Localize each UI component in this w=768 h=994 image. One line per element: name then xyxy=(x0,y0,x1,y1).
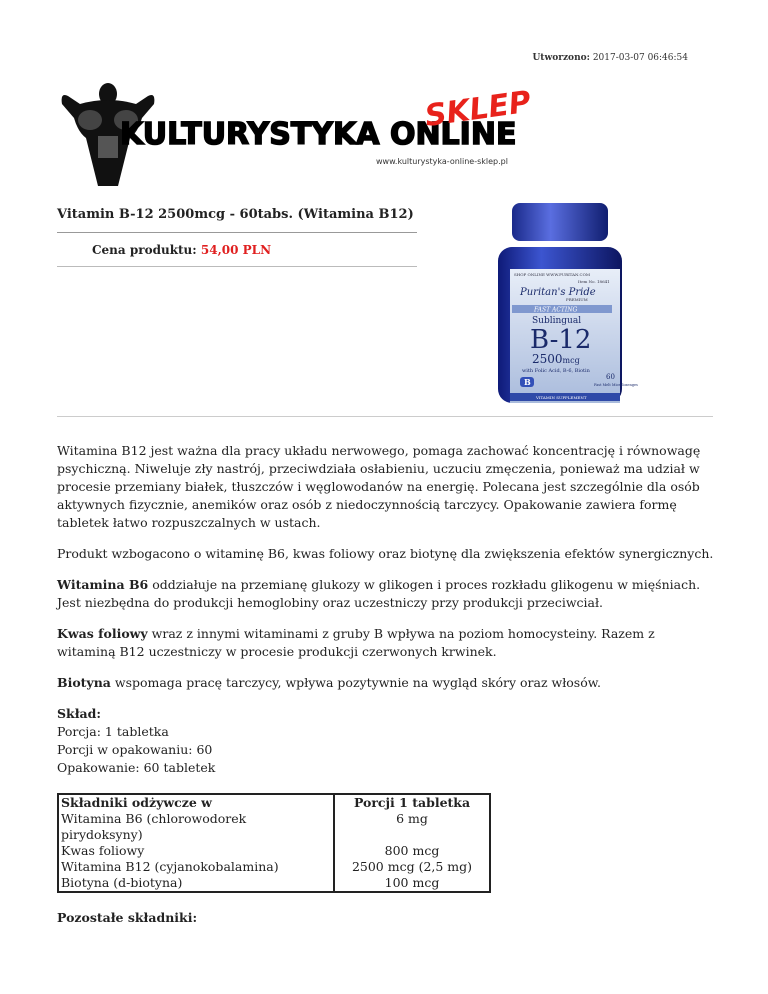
bottle-dose-num: 2500 xyxy=(532,352,563,366)
paragraph-text: oddziałuje na przemianę glukozy w glikogen i proces rozkładu glikogenu w mięśniach. Jest niezbędna do produkcji hemoglobiny oraz uczestniczy przy produkcji przeciwciał. xyxy=(57,577,701,610)
composition-line: Porcji w opakowaniu: 60 xyxy=(57,742,213,757)
composition-line: Porcja: 1 tabletka xyxy=(57,724,169,739)
table-row xyxy=(58,843,490,859)
table-cell: 2500 mcg (2,5 mg) xyxy=(334,859,490,875)
paragraph: Produkt wzbogacono o witaminę B6, kwas foliowy oraz biotynę dla zwiększenia efektów synergicznych. xyxy=(57,546,714,561)
bottle-premium: PREMIUM xyxy=(566,297,588,302)
composition xyxy=(57,705,717,777)
logo-url-text: www.kulturystyka-online-sklep.pl xyxy=(376,157,508,166)
table-row xyxy=(58,875,490,892)
bottle-count-desc: Fast Melt Microlozenges xyxy=(594,383,638,387)
nutrition-table xyxy=(57,793,491,893)
bottle-shop: SHOP ONLINE WWW.PURITAN.COM xyxy=(514,272,590,277)
bottle-count: 60 xyxy=(606,373,615,381)
divider xyxy=(57,266,417,267)
table-cell: Witamina B6 (chlorowodorek pirydoksyny) xyxy=(58,811,334,843)
logo-main-text: KULTURYSTYKA ONLINE xyxy=(120,117,517,152)
bottle-with: with Folic Acid, B-6, Biotin xyxy=(522,368,590,374)
bottle-badge: B xyxy=(524,377,531,387)
table-cell: Biotyna (d-biotyna) xyxy=(58,875,334,892)
product-image xyxy=(490,203,638,403)
paragraph-text: wspomaga pracę tarczycy, wpływa pozytywnie na wygląd skóry oraz włosów. xyxy=(110,675,601,690)
paragraph xyxy=(57,674,717,692)
bottle-fast: FAST ACTING xyxy=(534,306,578,314)
bottle-brand: Puritan's Pride xyxy=(520,287,596,298)
table-header-cell: Porcji 1 tabletka xyxy=(334,794,490,811)
price-label: Cena produktu: xyxy=(92,243,197,257)
paragraph xyxy=(57,576,717,612)
divider xyxy=(57,416,713,417)
shop-logo[interactable] xyxy=(60,82,550,187)
paragraph-text: wraz z innymi witaminami z gruby B wpływa na poziom homocysteiny. Razem z witaminą B12 uczestniczy w procesie produkcji czerwonych krwinek. xyxy=(57,626,655,659)
paragraph-bold: Biotyna xyxy=(57,675,111,690)
paragraph: Witamina B12 jest ważna dla pracy układu nerwowego, pomaga zachować koncentrację i równowagę psychiczną. Niweluje zły nastrój, przeciwdziała osłabieniu, uczuciu zmęczenia, ponieważ ma udział w procesie przemiany białek, tłuszczów i węglowodanów na energię. Polecana jest szczególnie dla osób aktywnych fizycznie, anemików oraz osób z niedoczynnością tarczycy. Opakowanie zawiera formę tabletek łatwo rozpuszczalnych w ustach. xyxy=(57,443,701,530)
bottle-item: Item No. 18641 xyxy=(578,279,610,284)
table-row xyxy=(58,859,490,875)
created-timestamp xyxy=(532,53,688,63)
product-title: Vitamin B-12 2500mcg - 60tabs. (Witamina B12) xyxy=(57,207,414,222)
product-price xyxy=(92,243,271,257)
product-description xyxy=(57,442,717,927)
bottle-footer: VITAMIN SUPPLEMENT xyxy=(536,395,587,400)
table-cell: 800 mcg xyxy=(334,843,490,859)
created-value: 2017-03-07 06:46:54 xyxy=(592,53,688,63)
divider xyxy=(57,232,417,233)
table-cell: 6 mg xyxy=(334,811,490,843)
table-header-cell: Składniki odżywcze w xyxy=(58,794,334,811)
logo-accent-text: SKLEP xyxy=(422,84,534,135)
composition-line: Opakowanie: 60 tabletek xyxy=(57,760,216,775)
paragraph xyxy=(57,625,717,661)
bottle-sublingual: Sublingual xyxy=(532,316,582,326)
table-cell: Kwas foliowy xyxy=(58,843,334,859)
composition-heading: Skład: xyxy=(57,706,101,721)
price-value: 54,00 PLN xyxy=(200,243,272,257)
paragraph-bold: Witamina B6 xyxy=(57,577,149,592)
other-ingredients-heading: Pozostałe składniki: xyxy=(57,910,198,925)
bottle-name: B-12 xyxy=(530,325,592,355)
bottle-dose-unit: mcg xyxy=(562,356,580,365)
created-label: Utworzono: xyxy=(532,53,590,63)
paragraph-bold: Kwas foliowy xyxy=(57,626,148,641)
table-row xyxy=(58,811,490,843)
table-cell: 100 mcg xyxy=(334,875,490,892)
table-header-row xyxy=(58,794,490,811)
table-cell: Witamina B12 (cyjanokobalamina) xyxy=(58,859,334,875)
